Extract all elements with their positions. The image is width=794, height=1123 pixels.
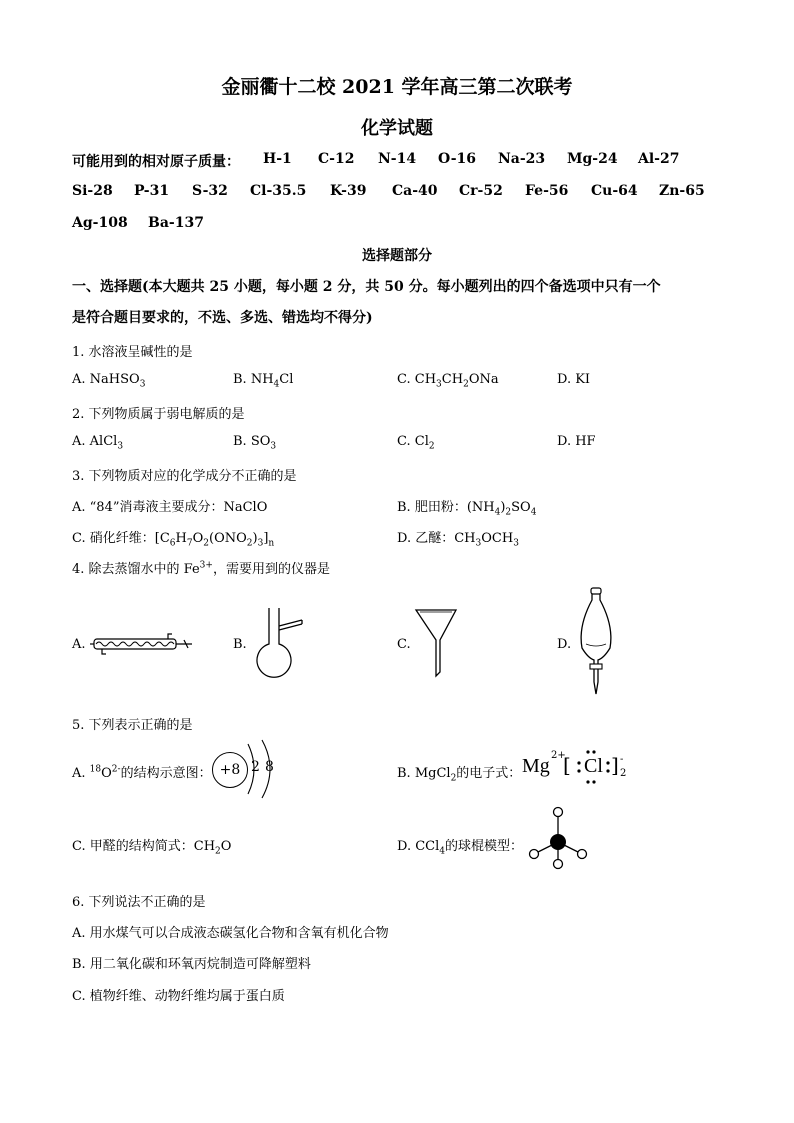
distillation-flask-icon — [250, 606, 306, 682]
condenser-icon — [88, 628, 198, 658]
q1-option-d: D. KI — [557, 372, 591, 387]
cl-count: 2 — [620, 768, 627, 779]
mass-item: Fe-56 — [525, 183, 569, 199]
shell-2-electrons: 8 — [265, 759, 274, 775]
q4-option-b-label: B. — [233, 637, 247, 652]
shell-1-electrons: 2 — [251, 759, 260, 775]
q3-option-b: B. 肥田粉：$(NH_4)_2SO_4$ — [397, 500, 537, 518]
mass-item: S-32 — [192, 183, 228, 199]
mass-item: Cu-64 — [591, 183, 638, 199]
q6-option-b: B. 用二氧化碳和环氧丙烷制造可降解塑料 — [72, 957, 311, 972]
q6-stem: 6. 下列说法不正确的是 — [72, 895, 206, 910]
mass-item: Cr-52 — [459, 183, 503, 199]
atomic-mass-label: 可能用到的相对原子质量： — [72, 154, 240, 170]
cl-charge: - — [620, 754, 624, 765]
mass-item: P-31 — [134, 183, 170, 199]
q1-option-c: C. $CH_3CH_2ONa$ — [397, 372, 499, 390]
nucleus-circle: +8 — [212, 752, 248, 788]
mass-item: Zn-65 — [659, 183, 705, 199]
atomic-mass-row-2 — [0, 183, 794, 203]
q5-option-c: C. 甲醛的结构简式：$CH_2O$ — [72, 839, 232, 857]
q3-option-c: C. 硝化纤维：$[C_6H_7O_2(ONO_2)_3]_n$ — [72, 531, 275, 549]
section-heading: 选择题部分 — [362, 248, 432, 264]
funnel-icon — [414, 606, 458, 678]
q2-option-c: C. $Cl_2$ — [397, 434, 435, 452]
bracket-right: ] — [611, 753, 619, 777]
mass-item: K-39 — [330, 183, 367, 199]
q4-option-a-label: A. — [72, 637, 86, 652]
mg-charge: 2+ — [551, 750, 566, 761]
electron-formula-cl: Cl — [584, 755, 603, 777]
atomic-mass-row-3 — [0, 215, 794, 235]
mass-item: O-16 — [438, 151, 477, 167]
mass-item: C-12 — [318, 151, 355, 167]
q5-stem: 5. 下列表示正确的是 — [72, 718, 193, 733]
q5-option-b: B. MgCl$_2$的电子式： — [397, 766, 522, 784]
mass-item: Ag-108 — [72, 215, 128, 231]
mass-item: Na-23 — [498, 151, 546, 167]
section-instructions-2: 是符合题目要求的，不选、多选、错选均不得分) — [72, 310, 373, 326]
q2-option-a: A. AlCl$_3$ — [72, 434, 124, 452]
q6-option-a: A. 用水煤气可以合成液态碳氢化合物和含氧有机化合物 — [72, 926, 389, 941]
atomic-mass-row-1 — [0, 151, 794, 171]
mass-item: Ca-40 — [392, 183, 438, 199]
mass-item: Ba-137 — [148, 215, 204, 231]
q3-stem: 3. 下列物质对应的化学成分不正确的是 — [72, 469, 297, 484]
separatory-funnel-icon — [576, 586, 616, 698]
mass-item: Mg-24 — [567, 151, 618, 167]
q4-option-c-label: C. — [397, 637, 411, 652]
mass-item: H-1 — [263, 151, 292, 167]
mass-item: Si-28 — [72, 183, 113, 199]
mass-item: N-14 — [378, 151, 417, 167]
q1-option-b: B. $NH_4Cl$ — [233, 372, 294, 390]
mass-item: Al-27 — [638, 151, 680, 167]
section-instructions-1: 一、选择题(本大题共 25 小题，每小题 2 分，共 50 分。每小题列出的四个备选项中只有一个 — [72, 279, 661, 295]
electron-formula-mg: Mg — [522, 755, 550, 777]
q5-option-a: A. $^{18}O^{2-}$的结构示意图： — [72, 764, 212, 781]
electron-dots — [572, 750, 612, 786]
q2-option-d: D. HF — [557, 434, 596, 449]
mass-item: Cl-35.5 — [250, 183, 307, 199]
q2-option-b: B. $SO_3$ — [233, 434, 277, 452]
q1-stem: 1. 水溶液呈碱性的是 — [72, 345, 193, 360]
ball-and-stick-model — [526, 806, 590, 870]
q3-option-a: A. “84”消毒液主要成分：NaClO — [72, 500, 268, 515]
q1-option-a: A. NaHSO$_3$ — [72, 372, 146, 390]
q4-option-d-label: D. — [557, 637, 572, 652]
bracket-left: [ — [563, 753, 571, 777]
exam-subject: 化学试题 — [361, 118, 433, 139]
q5-option-d: D. CCl$_4$的球棍模型： — [397, 839, 524, 857]
q4-stem: 4. 除去蒸馏水中的 $Fe^{3+}$，需要用到的仪器是 — [72, 560, 330, 577]
q3-option-d: D. 乙醚：$CH_3OCH_3$ — [397, 531, 519, 549]
q2-stem: 2. 下列物质属于弱电解质的是 — [72, 407, 245, 422]
exam-title: 金丽衢十二校 2021 学年高三第二次联考 — [221, 76, 573, 98]
q6-option-c: C. 植物纤维、动物纤维均属于蛋白质 — [72, 989, 285, 1004]
